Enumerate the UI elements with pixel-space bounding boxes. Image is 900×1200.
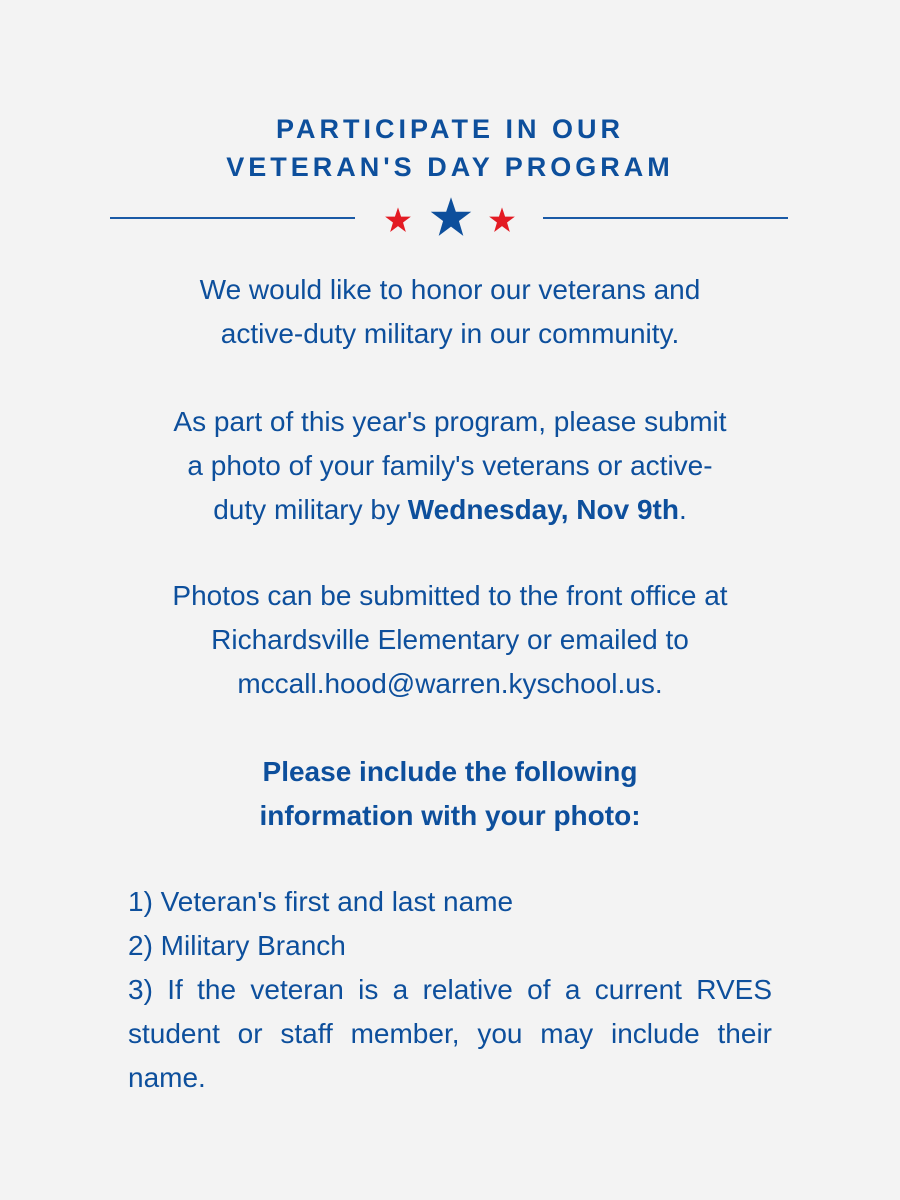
requirements-list <box>128 880 772 1100</box>
deadline-date: Wednesday, Nov 9th <box>407 494 679 525</box>
program-line-3-prefix: duty military by <box>213 494 408 525</box>
list-item: 3) If the veteran is a relative of a current RVES student or staff member, you may include their name. <box>128 974 772 1093</box>
include-heading-line-1: Please include the following <box>262 756 638 787</box>
title-line-2: VETERAN'S DAY PROGRAM <box>226 152 674 182</box>
intro-line-2: active-duty military in our community. <box>220 318 680 349</box>
star-divider <box>0 195 900 241</box>
program-line-3 <box>120 488 780 532</box>
divider-rule-left <box>110 217 355 219</box>
divider-rule-right <box>543 217 788 219</box>
program-line-1: As part of this year's program, please submit <box>173 406 727 437</box>
contact-email: mccall.hood@warren.kyschool.us. <box>237 668 663 699</box>
include-heading-line-2: information with your photo: <box>259 800 641 831</box>
include-heading <box>120 750 780 838</box>
page-title <box>0 110 900 186</box>
program-line-2: a photo of your family's veterans or active- <box>187 450 713 481</box>
intro-line-1: We would like to honor our veterans and <box>199 274 701 305</box>
list-item: 2) Military Branch <box>128 930 346 961</box>
blue-star-icon <box>429 195 473 239</box>
program-line-3-suffix: . <box>678 494 687 525</box>
red-star-icon <box>384 206 412 234</box>
submission-line-2: Richardsville Elementary or emailed to <box>211 624 689 655</box>
submission-line-1: Photos can be submitted to the front office at <box>172 580 728 611</box>
submission-paragraph <box>120 574 780 706</box>
program-paragraph <box>120 400 780 532</box>
red-star-icon <box>488 206 516 234</box>
intro-paragraph <box>120 268 780 356</box>
title-line-1: PARTICIPATE IN OUR <box>276 114 624 144</box>
list-item: 1) Veteran's first and last name <box>128 886 514 917</box>
